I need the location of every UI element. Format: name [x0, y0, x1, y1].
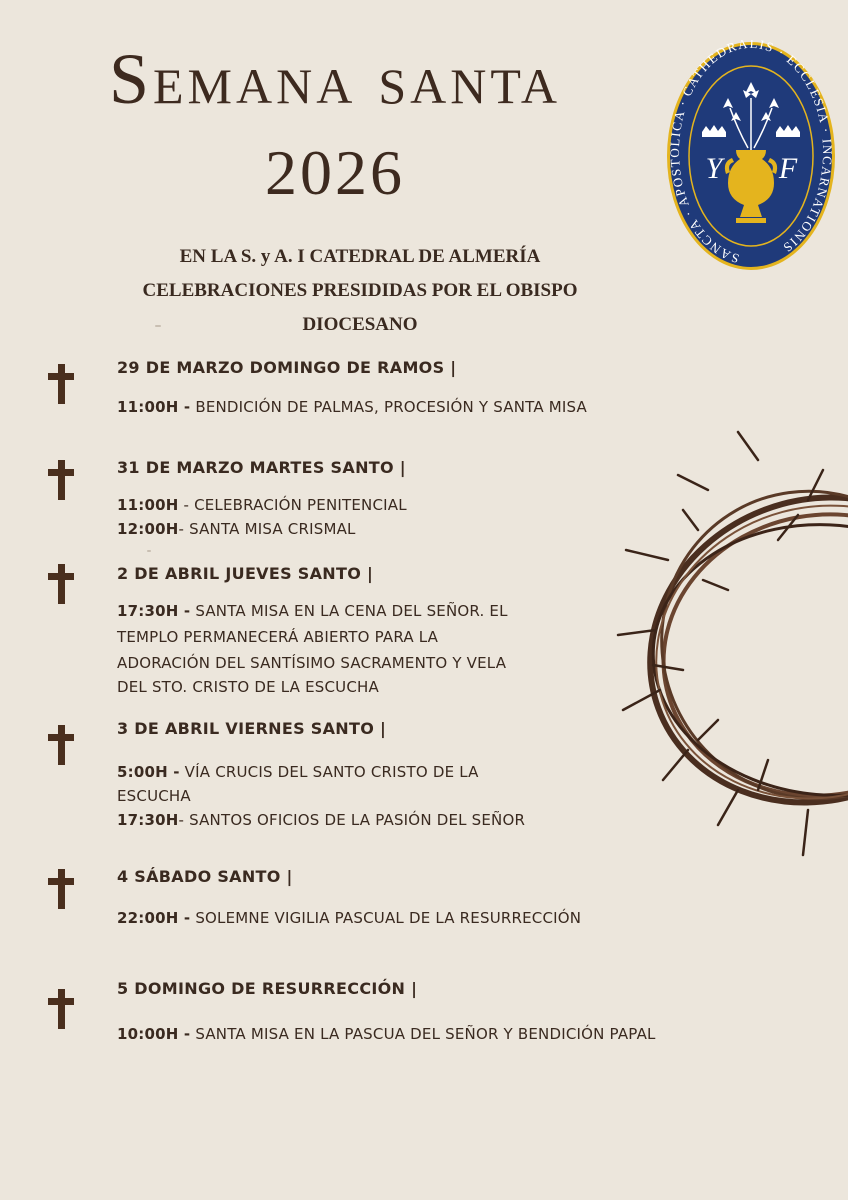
paper-speck [147, 550, 151, 552]
event-text: SANTA MISA EN LA PASCUA DEL SEÑOR Y BENDICIÓN PAPAL [190, 1025, 656, 1043]
latin-cross-icon [48, 869, 74, 909]
page-title-year: 2026 [265, 137, 405, 208]
subtitle-line: EN LA S. y A. I CATEDRAL DE ALMERÍA [179, 246, 541, 267]
event-title: 31 DE MARZO MARTES SANTO | [117, 458, 406, 477]
svg-text:Y: Y [705, 152, 723, 185]
crown-of-thorns-icon [608, 430, 848, 870]
event-time: 11:00H - [117, 398, 191, 416]
event-line [117, 624, 587, 650]
event-line [117, 783, 587, 809]
event-line [117, 394, 737, 420]
event-line [117, 650, 587, 676]
event-text: SANTA MISA EN LA CENA DEL SEÑOR. EL [190, 602, 508, 620]
event-time: 12:00H [117, 520, 179, 538]
latin-cross-icon [48, 364, 74, 404]
event-text: - SANTA MISA CRISMAL [178, 520, 356, 538]
event-line [117, 1021, 737, 1047]
svg-text:SANCTA · APOSTOLICA · CATHEDRA: SANCTA · APOSTOLICA · CATHEDRALIS · ECCLESIA · INCARNATIONIS [667, 40, 836, 267]
event-line [117, 759, 587, 785]
latin-cross-icon [48, 564, 74, 604]
event-time: 10:00H - [117, 1025, 191, 1043]
event-time: 17:30H - [117, 602, 191, 620]
event-line [117, 674, 587, 700]
event-line [117, 492, 587, 518]
latin-cross-icon [48, 460, 74, 500]
event-title: 5 DOMINGO DE RESURRECCIÓN | [117, 979, 418, 998]
event-time: 22:00H - [117, 909, 191, 927]
event-time: 11:00H [117, 496, 179, 514]
event-title: 2 DE ABRIL JUEVES SANTO | [117, 564, 374, 583]
event-text: VÍA CRUCIS DEL SANTO CRISTO DE LA [179, 763, 479, 781]
event-text: - SANTOS OFICIOS DE LA PASIÓN DEL SEÑOR [178, 811, 526, 829]
event-title: 3 DE ABRIL VIERNES SANTO | [117, 719, 387, 738]
event-text: - CELEBRACIÓN PENITENCIAL [178, 496, 407, 514]
event-text: ADORACIÓN DEL SANTÍSIMO SACRAMENTO Y VELA [117, 654, 507, 672]
event-line [117, 598, 587, 624]
event-title: 4 SÁBADO SANTO | [117, 867, 293, 886]
event-text: DEL STO. CRISTO DE LA ESCUCHA [117, 678, 379, 696]
cathedral-seal-icon [666, 40, 836, 272]
page-title: Semana santa [108, 39, 562, 119]
subtitle [40, 240, 680, 342]
svg-text:F: F [778, 152, 798, 185]
event-text: ESCUCHA [117, 787, 191, 805]
event-time: 5:00H - [117, 763, 180, 781]
event-title: 29 DE MARZO DOMINGO DE RAMOS | [117, 358, 457, 377]
latin-cross-icon [48, 989, 74, 1029]
subtitle-line: CELEBRACIONES PRESIDIDAS POR EL OBISPO [142, 280, 578, 301]
event-line [117, 516, 587, 542]
event-text: TEMPLO PERMANECERÁ ABIERTO PARA LA [117, 628, 439, 646]
subtitle-line: DIOCESANO [302, 314, 418, 335]
event-time: 17:30H [117, 811, 179, 829]
latin-cross-icon [48, 725, 74, 765]
event-text: SOLEMNE VIGILIA PASCUAL DE LA RESURRECCIÓN [190, 909, 582, 927]
event-text: BENDICIÓN DE PALMAS, PROCESIÓN Y SANTA MISA [190, 398, 587, 416]
event-line [117, 905, 737, 931]
event-line [117, 807, 587, 833]
